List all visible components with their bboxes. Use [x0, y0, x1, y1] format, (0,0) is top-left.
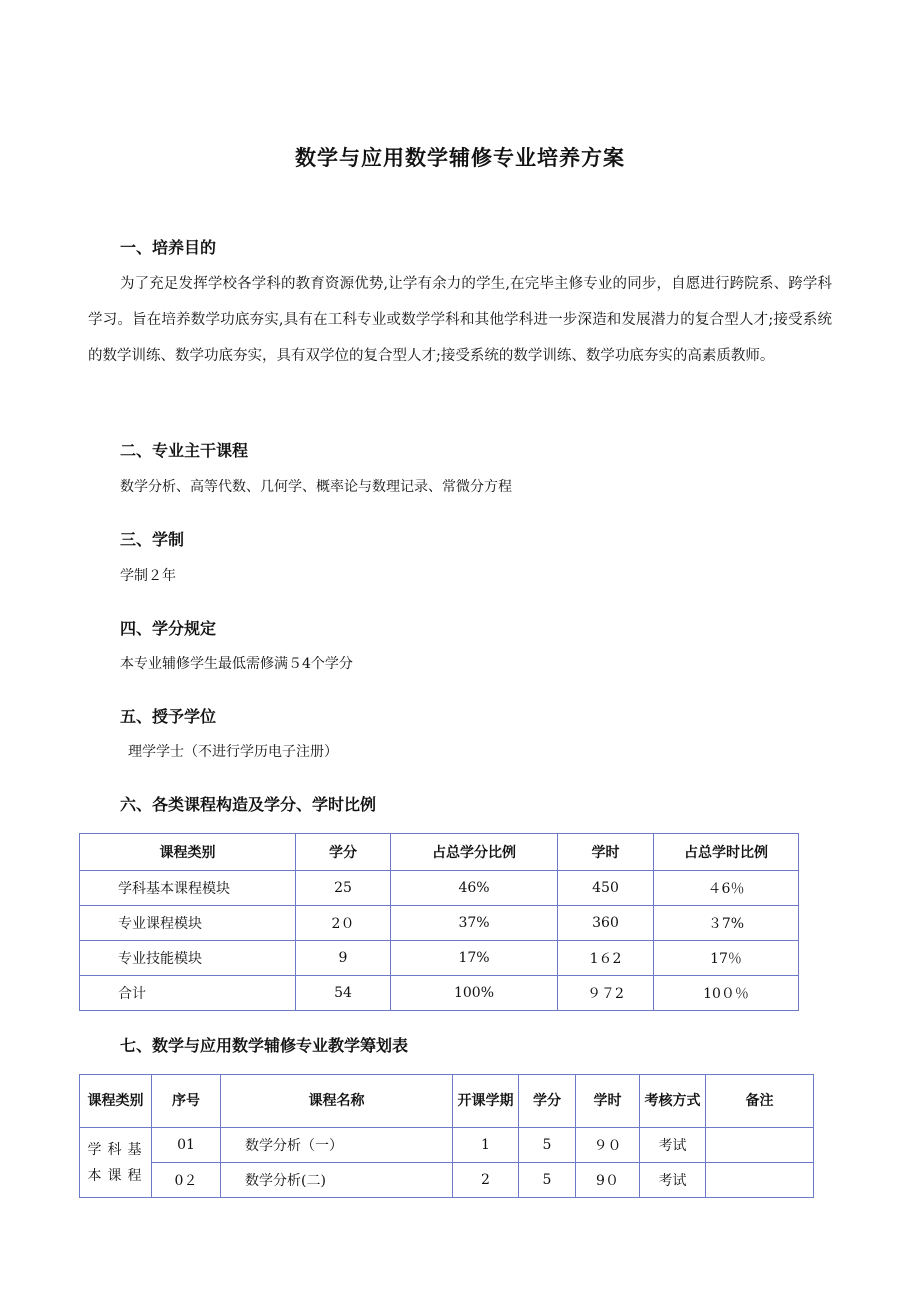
table-row	[80, 906, 799, 941]
table-cell: 17%	[391, 941, 558, 976]
header-cell: 学分	[296, 834, 391, 871]
section-2-heading: 二、专业主干课程	[120, 441, 249, 460]
table-cell: 9０	[576, 1163, 640, 1198]
table-cell: 考试	[640, 1128, 706, 1163]
header-cell: 占总学分比例	[391, 834, 558, 871]
section-1-heading: 一、培养目的	[120, 238, 217, 257]
header-cell: 考核方式	[640, 1075, 706, 1128]
header-cell: 学分	[519, 1075, 576, 1128]
table-cell: 450	[558, 871, 654, 906]
table-row	[80, 1128, 814, 1163]
table-cell: 37%	[391, 906, 558, 941]
table-cell: ３7%	[654, 906, 799, 941]
section-3-body: 学制２年	[120, 568, 176, 584]
table-cell: 1６2	[558, 941, 654, 976]
table-cell: 专业课程模块	[80, 906, 296, 941]
section-7-heading: 七、数学与应用数学辅修专业教学筹划表	[120, 1036, 409, 1055]
table-cell: 专业技能模块	[80, 941, 296, 976]
section-6-heading: 六、各类课程构造及学分、学时比例	[120, 795, 377, 814]
table-cell	[706, 1163, 814, 1198]
header-cell: 课程名称	[221, 1075, 453, 1128]
table-cell: 5	[519, 1128, 576, 1163]
table-cell: 100%	[391, 976, 558, 1011]
table-cell: 54	[296, 976, 391, 1011]
table-cell: 5	[519, 1163, 576, 1198]
table-cell: 合计	[80, 976, 296, 1011]
table-cell: 考试	[640, 1163, 706, 1198]
table-header-row	[80, 1075, 814, 1128]
table-cell: 9	[296, 941, 391, 976]
section-1-body: 为了充足发挥学校各学科的教育资源优势,让学有余力的学生,在完毕主修专业的同步，自愿进行跨院系、跨学科学习。旨在培养数学功底夯实,具有在工科专业或数学学科和其他学科进一步深造和发展潜力的复合型人才;接受系统的数学训练、数学功底夯实，具有双学位的复合型人才;接受系统的数学训练、数学功底夯实的高素质教师。	[88, 276, 832, 364]
table-cell: ９０	[576, 1128, 640, 1163]
section-4-body: 本专业辅修学生最低需修满５4个学分	[120, 656, 353, 672]
credit-ratio-table	[79, 833, 799, 1011]
header-cell: 序号	[152, 1075, 221, 1128]
header-cell: 课程类别	[80, 834, 296, 871]
section-4-heading: 四、学分规定	[120, 619, 217, 638]
table-cell: 0２	[152, 1163, 221, 1198]
table-header-row	[80, 834, 799, 871]
header-cell: 课程类别	[80, 1075, 152, 1128]
table-cell: 2０	[296, 906, 391, 941]
section-5-body: 理学学士（不进行学历电子注册）	[128, 744, 338, 760]
header-cell: 开课学期	[453, 1075, 519, 1128]
table-cell: 1	[453, 1128, 519, 1163]
table-cell: 数学分析(二)	[221, 1163, 453, 1198]
teaching-plan-table	[79, 1074, 814, 1198]
table-cell: 46%	[391, 871, 558, 906]
table-cell: 360	[558, 906, 654, 941]
table-row	[80, 976, 799, 1011]
table-cell: 10０％	[654, 976, 799, 1011]
table-cell: ４6％	[654, 871, 799, 906]
header-cell: 学时	[558, 834, 654, 871]
course-category-cell: 学科基本课程	[80, 1128, 152, 1198]
table-cell: 25	[296, 871, 391, 906]
page-title: 数学与应用数学辅修专业培养方案	[295, 146, 625, 170]
section-5-heading: 五、授予学位	[120, 707, 217, 726]
table-cell	[706, 1128, 814, 1163]
table-row	[80, 941, 799, 976]
table-cell: ９７2	[558, 976, 654, 1011]
table-row	[80, 1163, 814, 1198]
header-cell: 备注	[706, 1075, 814, 1128]
table-cell: 2	[453, 1163, 519, 1198]
header-cell: 占总学时比例	[654, 834, 799, 871]
section-3-heading: 三、学制	[120, 530, 185, 549]
table-cell: 数学分析（一）	[221, 1128, 453, 1163]
section-2-body: 数学分析、高等代数、几何学、概率论与数理记录、常微分方程	[120, 479, 512, 495]
table-row	[80, 871, 799, 906]
table-cell: 17％	[654, 941, 799, 976]
table-cell: 学科基本课程模块	[80, 871, 296, 906]
table-cell: 01	[152, 1128, 221, 1163]
header-cell: 学时	[576, 1075, 640, 1128]
